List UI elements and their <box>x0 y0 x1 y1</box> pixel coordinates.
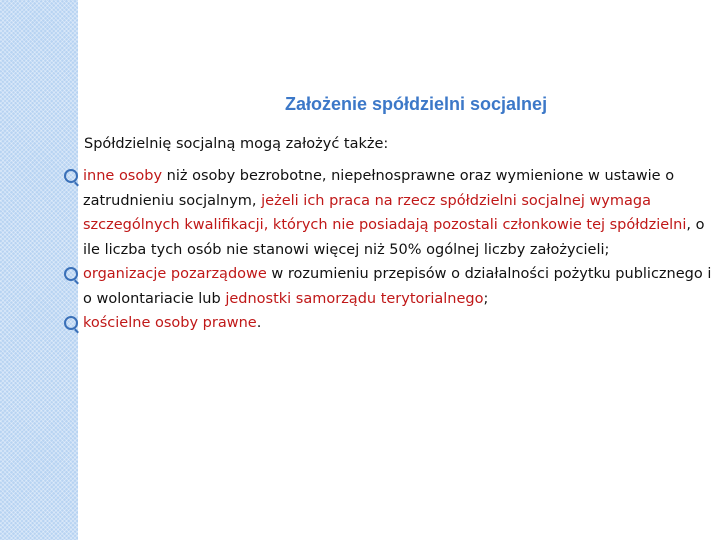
bullet-segment: kościelne osoby prawne <box>83 315 257 331</box>
bullet-segment: organizacje pozarządowe <box>83 266 267 282</box>
bullet-segment: jednostki samorządu terytorialnego <box>225 290 484 307</box>
bullet-segment: inne osoby <box>83 168 163 184</box>
intro-text: Spółdzielnię socjalną mogą założyć także: <box>84 136 389 152</box>
bullet-segment: w rozumieniu przepisów o działalności pożytku publicznego i o wolontariacie lub <box>83 266 712 307</box>
q-bullet-icon <box>64 169 78 183</box>
q-bullet-icon <box>64 267 78 281</box>
bullet-segment: ; <box>483 290 489 307</box>
bullet-segment: niż osoby bezrobotne, niepełnosprawne oraz wymienione w ustawie o zatrudnieniu socjalnym, <box>83 168 675 209</box>
bullet-list <box>64 164 714 336</box>
bullet-item <box>64 311 714 336</box>
bullet-item <box>64 164 714 262</box>
slide-title: Założenie spółdzielni socjalnej <box>285 94 548 114</box>
bullet-segment: , o ile liczba tych osób nie stanowi więcej niż 50% ogólnej liczby założycieli; <box>83 217 705 258</box>
q-bullet-icon <box>64 316 78 330</box>
bullet-segment: . <box>256 315 262 331</box>
bullet-segment: jeżeli ich praca na rzecz spółdzielni socjalnej wymaga szczególnych kwalifikacji, których nie posiadają pozostali członkowie tej spółdzielni <box>83 192 687 233</box>
bullet-item <box>64 262 714 311</box>
